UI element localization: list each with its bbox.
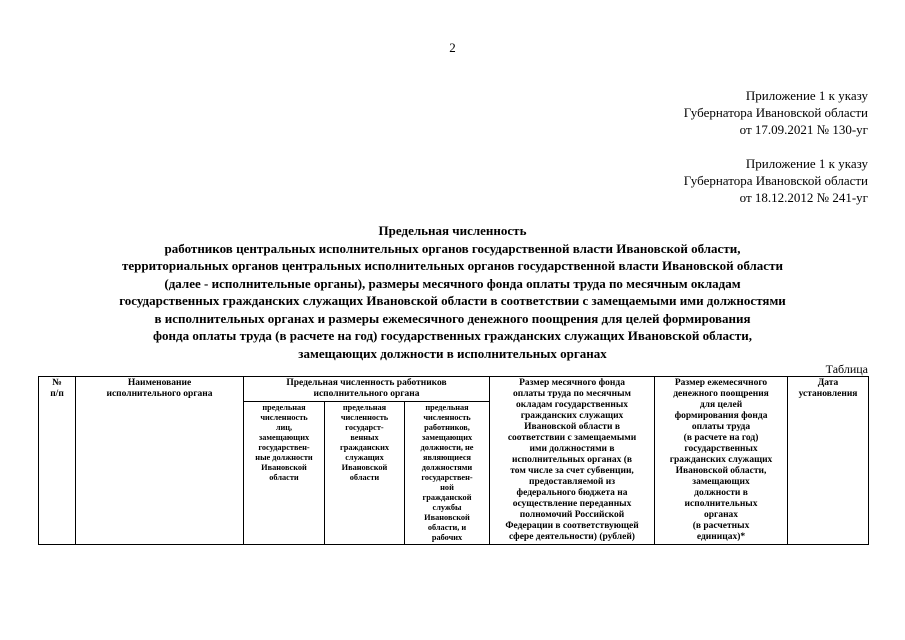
header-text-line: предельная [342,403,387,412]
appendix-line: Приложение 1 к указу [745,156,868,171]
header-text-line: ной [440,483,454,492]
header-monthly-bonus [655,377,788,545]
header-text-line: Дата [817,378,839,388]
header-text-line: должности в [694,488,748,498]
document-title [30,222,875,362]
header-text-line: Размер ежемесячного [674,378,768,388]
appendix-line: от 17.09.2021 № 130-уг [739,122,868,137]
header-text-line: предельная [425,403,469,412]
appendix-2-header [684,155,868,206]
header-text-line: области [269,473,299,482]
header-text-line: единицах)* [696,532,746,542]
header-text-line: численность [423,413,471,422]
header-text-line: ими должностями в [529,444,615,454]
header-text-line: рабочих [431,533,463,542]
header-text-line: № [52,378,62,388]
header-text-line: области [349,473,380,482]
header-text-line: Ивановской области в [524,422,620,432]
header-text-line: должностями [421,463,473,472]
header-text-line: венных [350,433,379,442]
header-text-line: служащих [345,453,384,462]
table-caption: Таблица [825,362,868,376]
header-text-line: Ивановской [261,463,307,472]
title-line: в исполнительных органах и размеры ежемесячного денежного поощрения для целей формирования [154,310,751,326]
title-line: фонда оплаты труда (в расчете на год) государственных гражданских служащих Ивановской области, [153,328,752,343]
header-text-line: исполнительного органа [106,389,213,399]
appendix-1-header [684,87,868,138]
appendix-line: Губернатора Ивановской области [683,173,868,188]
header-text-line: государст- [345,423,384,432]
header-text-line: замещающих [421,433,473,442]
title-line: замещающих должности в исполнительных органах [298,345,607,361]
header-text-line: государствен- [258,443,310,452]
header-text-line: лиц, [275,423,293,432]
header-text-line: гражданских [339,443,390,452]
header-text-line: том числе за счет субвенции, [510,466,634,476]
header-body-name [76,377,244,545]
title-line: Предельная численность [378,223,527,238]
header-text-line: Ивановской [424,513,470,522]
header-text-line: Ивановской [341,463,388,472]
title-line: (далее - исполнительные органы), размеры месячного фонда оплаты труда по месячным окладам [164,275,741,291]
header-text-line: замещающих [692,477,750,487]
header-text-line: полномочий Российской [519,510,625,520]
appendix-line: от 18.12.2012 № 241-уг [739,190,868,205]
appendix-line: Губернатора Ивановской области [683,105,868,120]
header-text-line: федерального бюджета на [516,488,628,498]
header-text-line: предельная [262,403,306,412]
header-text-line: осуществление переданных [512,499,632,509]
subheader-public-office-holders [244,402,325,545]
page-number: 2 [449,40,456,55]
header-headcount-limit [244,377,490,402]
header-text-line: (в расчетных [692,521,750,531]
header-text-line: Размер месячного фонда [519,378,625,388]
header-text-line: численность [260,413,308,422]
header-text-line: денежного поощрения [673,389,769,399]
header-date-established [788,377,869,545]
header-text-line: органах [703,510,739,520]
title-line: работников центральных исполнительных органов государственной власти Ивановской области, [164,240,741,256]
header-text-line: соответствии с замещаемыми [507,433,637,443]
header-text-line: предоставляемой из [528,477,616,487]
header-text-line: Федерации в соответствующей [505,521,639,531]
header-text-line: службы [432,503,462,512]
headcount-table [38,376,869,545]
subheader-other-workers [405,402,490,545]
header-text-line: государственных [684,444,758,454]
header-text-line: численность [340,413,389,422]
header-text-line: п/п [50,389,64,399]
header-text-line: установления [798,389,858,399]
header-text-line: формирования фонда [674,411,768,421]
header-text-line: (в расчете на год) [683,433,759,443]
title-line: территориальных органов центральных исполнительных органов государственной власти Ивановской области [122,258,783,273]
header-text-line: исполнительных органах (в [511,455,633,465]
header-text-line: исполнительного органа [313,389,420,399]
header-text-line: Ивановской области, [675,466,767,476]
header-text-line: гражданских служащих [669,455,773,465]
subheader-civil-servants [325,402,405,545]
header-text-line: Наименование [127,378,192,388]
header-text-line: области, и [427,523,467,532]
header-text-line: гражданской [422,493,472,502]
header-text-line: исполнительных [684,499,758,509]
title-line: государственных гражданских служащих Ивановской области в соответствии с замещаемыми ими должностями [119,293,786,308]
header-text-line: являющиеся [422,453,472,462]
header-text-line: Предельная численность работников [286,378,447,388]
header-text-line: ные должности [255,453,313,462]
header-text-line: работников, [424,423,470,432]
header-text-line: государствен- [421,473,473,482]
header-text-line: гражданских служащих [520,411,624,421]
appendix-line: Приложение 1 к указу [745,88,868,103]
header-number [39,377,76,545]
header-text-line: замещающих [258,433,310,442]
header-text-line: для целей [699,400,743,410]
header-text-line: окладам государственных [516,400,628,410]
header-text-line: оплаты труда по месячным [513,389,632,399]
header-text-line: сфере деятельности) (рублей) [509,532,635,542]
header-monthly-fund [490,377,655,545]
header-text-line: должности, не [420,443,474,452]
header-text-line: оплаты труда [691,422,751,432]
